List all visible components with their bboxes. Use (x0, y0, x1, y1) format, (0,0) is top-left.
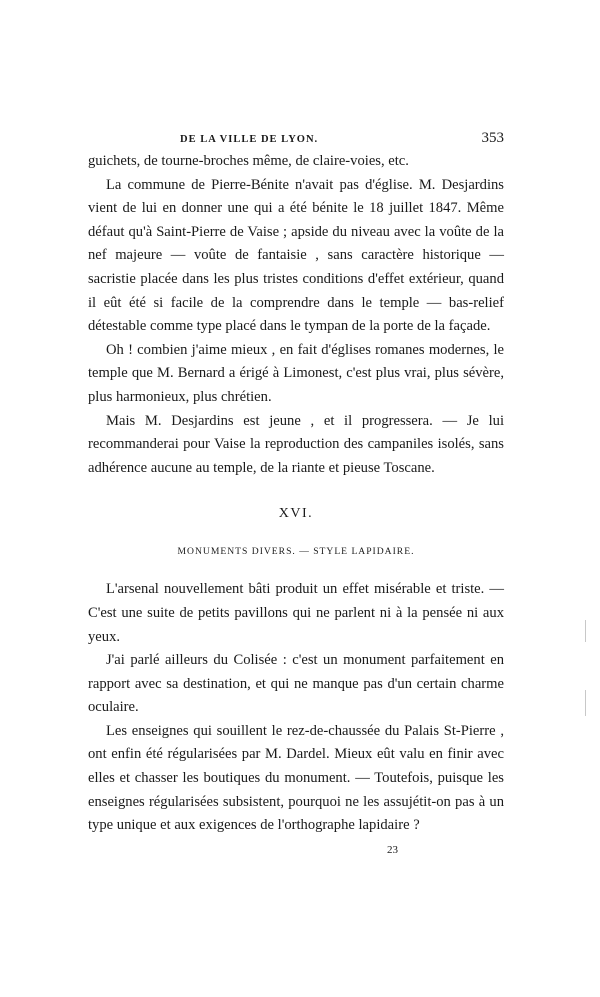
paragraph: Oh ! combien j'aime mieux , en fait d'églises romanes modernes, le temple que M. Bernard a érigé à Limonest, c'est plus vrai, plus sévère, plus harmonieux, plus chrétien. (88, 341, 504, 405)
book-page (88, 128, 504, 856)
running-title: DE LA VILLE DE LYON. (180, 134, 319, 145)
spacer (88, 562, 504, 578)
section-subtitle: MONUMENTS DIVERS. — STYLE LAPIDAIRE. (177, 546, 415, 558)
paragraph: guichets, de tourne-broches même, de claire-voies, etc. (88, 153, 409, 169)
page-number: 353 (481, 130, 504, 146)
paragraph: J'ai parlé ailleurs du Colisée : c'est un monument parfaitement en rapport avec sa destination, et qui ne manque pas d'un certain charme oculaire. (88, 652, 504, 716)
running-head (88, 128, 504, 150)
page-edge-mark (585, 620, 586, 642)
body-text-top (88, 150, 504, 480)
paragraph: Les enseignes qui souillent le rez-de-chaussée du Palais St-Pierre , ont enfin été régularisées par M. Dardel. Mieux eût valu en finir avec elles et chasser les boutiques du monument. — Toutefois, puisque les enseignes régularisées subsistent, pourquoi ne les assujétit-on pas à un type unique et aux exigences de l'orthographe lapidaire ? (88, 722, 504, 834)
paragraph: Mais M. Desjardins est jeune , et il progressera. — Je lui recommanderai pour Vaise la reproduction des campaniles isolés, sans adhérence aucune au temple, de la riante et pieuse Toscane. (88, 412, 504, 476)
section-numeral: XVI. (278, 506, 314, 522)
signature-mark: 23 (387, 843, 398, 856)
paragraph: La commune de Pierre-Bénite n'avait pas d'église. M. Desjardins vient de lui en donner une qui a été bénite le 18 juillet 1847. Même défaut qu'à Saint-Pierre de Vaise ; apside du niveau avec la voûte de la nef majeure — voûte de fantaisie , sans caractère historique — sacristie placée dans les plus tristes conditions d'effet extérieur, quand il eût été si facile de la comprendre dans le temple — bas-relief détestable comme type placé dans le tympan de la porte de la façade. (88, 176, 504, 335)
body-text-bottom (88, 578, 504, 838)
paragraph: L'arsenal nouvellement bâti produit un effet misérable et triste. — C'est une suite de petits pavillons qui ne parlent ni à la pensée ni aux yeux. (88, 581, 504, 645)
page-edge-mark (585, 690, 586, 716)
